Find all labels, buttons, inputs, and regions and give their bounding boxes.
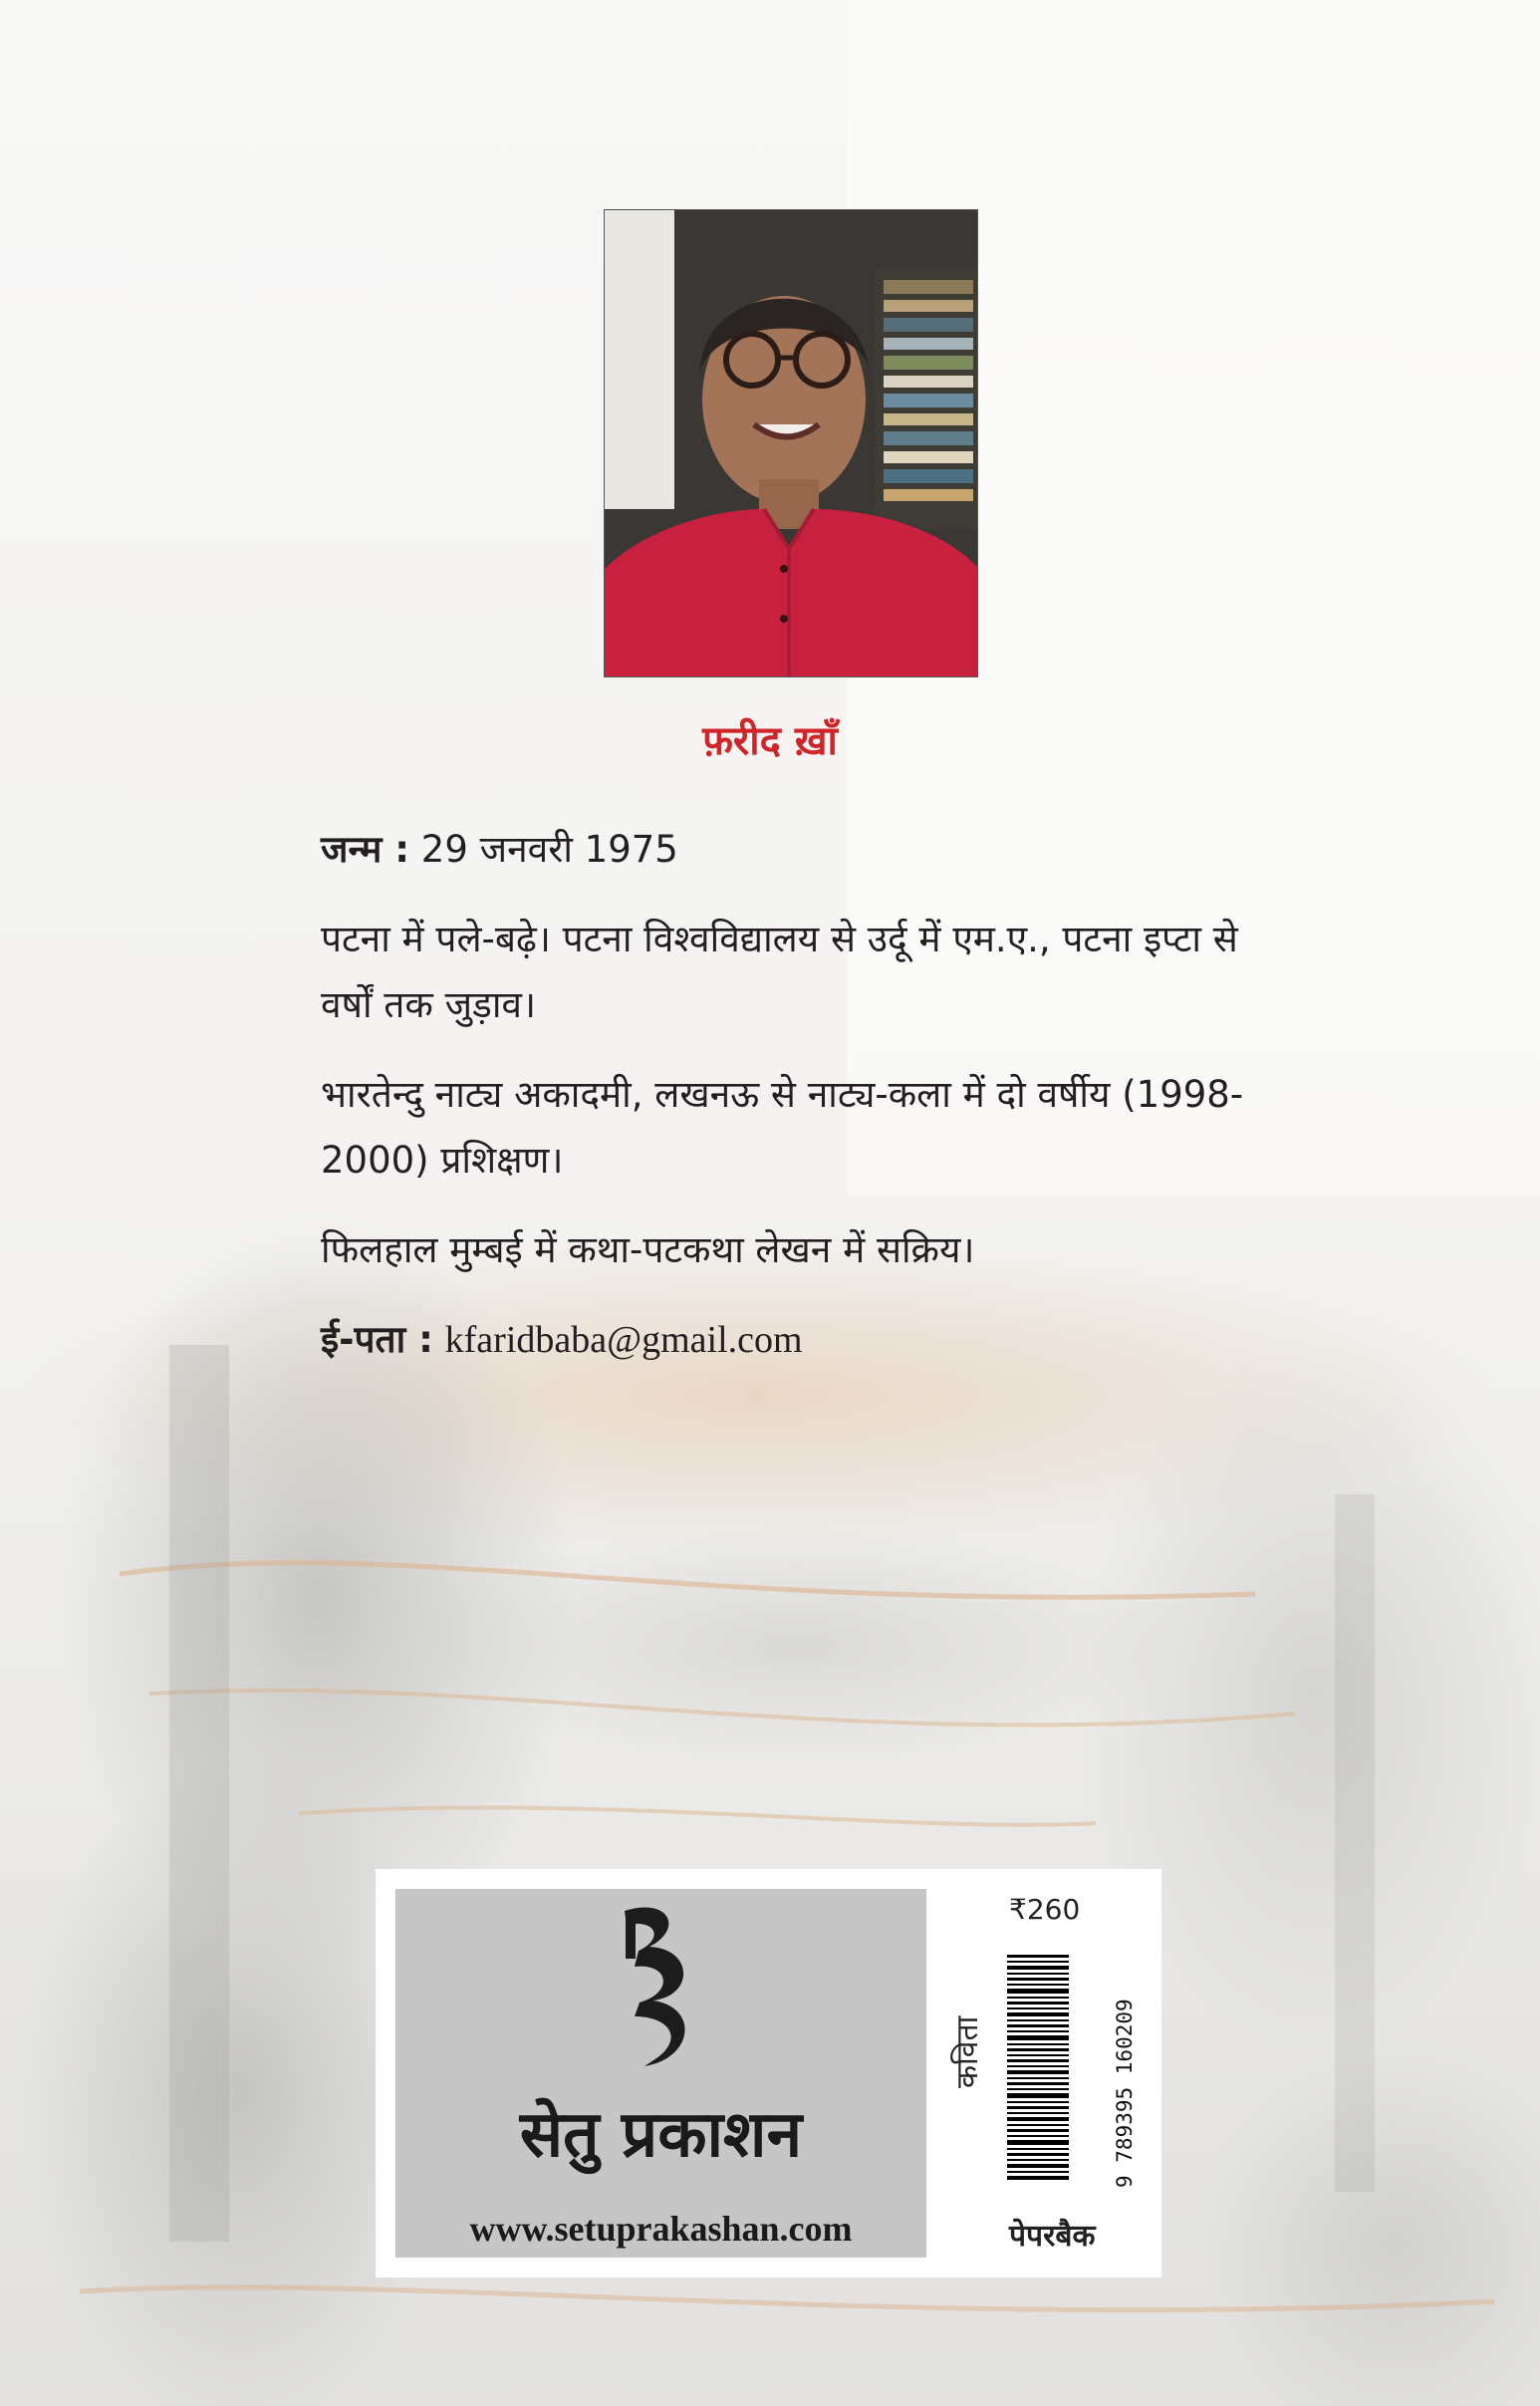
birth-value: 29 जनवरी 1975 (420, 828, 678, 871)
bio-paragraph-current: फिलहाल मुम्बई में कथा-पटकथा लेखन में सक्रिय। (321, 1228, 975, 1271)
author-name: फ़रीद ख़ाँ (702, 718, 838, 764)
email-value: kfaridbaba@gmail.com (444, 1319, 803, 1361)
binding-label: पेपरबैक (1009, 2219, 1096, 2254)
back-cover-info-panel (376, 1869, 1161, 2277)
bio-paragraph-education: पटना में पले-बढ़े। पटना विश्वविद्यालय से उर्दू में एम.ए., पटना इप्टा से वर्षों तक जुड़ाव। (321, 918, 1238, 1026)
birth-label: जन्म : (321, 828, 410, 871)
author-photo (604, 209, 978, 677)
publisher-box (395, 1889, 926, 2258)
isbn-barcode (1007, 1955, 1069, 2180)
genre-label: कविता (950, 2015, 985, 2088)
email-line (321, 1307, 1277, 1373)
email-label: ई-पता : (321, 1318, 433, 1361)
isbn-digits: 9 789395 160209 (1113, 1999, 1137, 2188)
setu-prakashan-logo-icon (395, 1889, 926, 2258)
publisher-url: www.setuprakashan.com (469, 2209, 853, 2249)
birth-line (321, 817, 1277, 883)
author-bio (321, 817, 1277, 1397)
bio-paragraph-training: भारतेन्दु नाट्य अकादमी, लखनऊ से नाट्य-कला में दो वर्षीय (1998-2000) प्रशिक्षण। (321, 1073, 1244, 1182)
publisher-name: सेतु प्रकाशन (519, 2097, 803, 2172)
price-label: ₹260 (1009, 1893, 1081, 1926)
